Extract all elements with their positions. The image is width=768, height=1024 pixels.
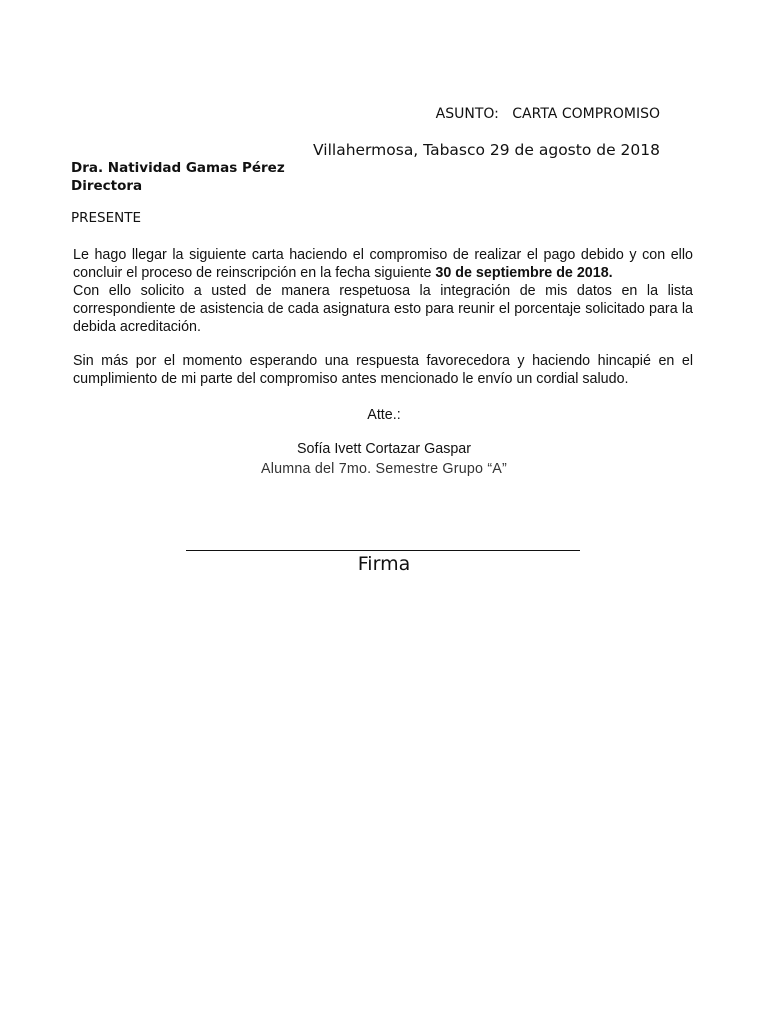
subject-line — [436, 106, 660, 122]
subject-value: CARTA COMPROMISO — [512, 106, 660, 122]
signature-label: Firma — [357, 553, 411, 575]
greeting: PRESENTE — [71, 210, 142, 226]
deadline-date: 30 de septiembre de 2018. — [435, 265, 613, 281]
signature-line — [186, 550, 580, 551]
paragraph-1-continuation: Con ello solicito a usted de manera respetuosa la integración de mis datos en la lista correspondiente de asistencia de cada asignatura esto para reunir el porcentaje solicitado para la debida acreditación. — [73, 283, 693, 335]
body-paragraph-1 — [73, 246, 693, 336]
body-paragraph-2: Sin más por el momento esperando una respuesta favorecedora y haciendo hincapié en el cumplimiento de mi parte del compromiso antes mencionado le envío un cordial saludo. — [73, 353, 693, 387]
signer-name: Sofía Ivett Cortazar Gaspar — [296, 441, 472, 457]
recipient-name: Dra. Natividad Gamas Pérez — [71, 160, 285, 176]
recipient-role: Directora — [71, 178, 143, 194]
place-date: Villahermosa, Tabasco 29 de agosto de 2018 — [313, 141, 660, 159]
recipient-block — [71, 159, 285, 195]
closing-atte: Atte.: — [367, 407, 401, 423]
paragraph-1-text: Le hago llegar la siguiente carta haciendo el compromiso de realizar el pago debido y con ello concluir el proceso de reinscripción en la fecha siguiente — [73, 247, 693, 281]
signer-role: Alumna del 7mo. Semestre Grupo “A” — [261, 461, 507, 477]
subject-label: ASUNTO: — [435, 106, 499, 122]
